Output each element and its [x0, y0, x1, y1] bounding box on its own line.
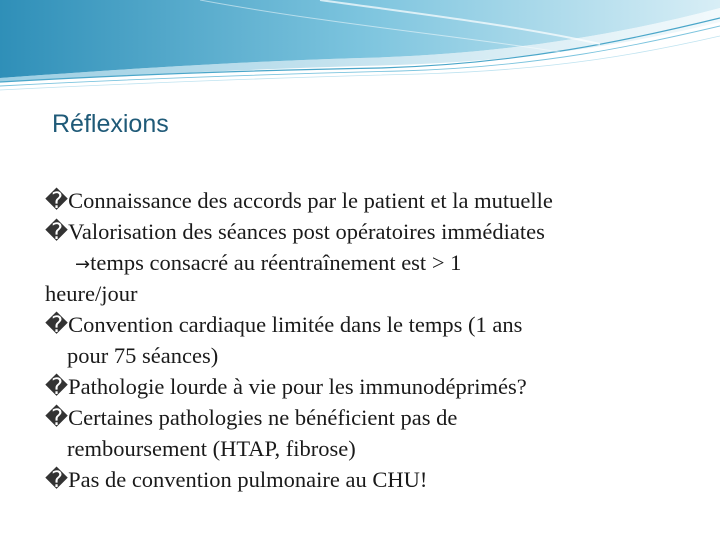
list-item-text: remboursement (HTAP, fibrose) [67, 436, 356, 461]
list-item-text: Certaines pathologies ne bénéficient pas de [68, 405, 458, 430]
list-item [45, 371, 705, 402]
list-item [45, 309, 705, 340]
bullet-marker: � [45, 219, 69, 244]
list-item-continuation [45, 340, 705, 371]
bullet-marker: � [45, 467, 69, 492]
list-item-text: Pas de convention pulmonaire au CHU! [68, 467, 428, 492]
bullet-list [45, 185, 705, 495]
list-item-text: heure/jour [45, 281, 138, 306]
bullet-marker: � [45, 405, 69, 430]
list-item-text: temps consacré au réentraînement est > 1 [90, 250, 462, 275]
list-item-text: Pathologie lourde à vie pour les immunodéprimés? [68, 374, 527, 399]
list-item-continuation [45, 278, 705, 309]
list-item [45, 216, 705, 247]
list-item [45, 185, 705, 216]
list-item-text: Connaissance des accords par le patient et la mutuelle [68, 188, 553, 213]
list-item [45, 464, 705, 495]
arrow-icon: → [75, 254, 91, 275]
list-item [45, 402, 705, 433]
slide-title: Réflexions [52, 110, 169, 138]
list-item-text: Convention cardiaque limitée dans le temps (1 ans [68, 312, 523, 337]
bullet-marker: � [45, 374, 69, 399]
list-item-continuation [45, 247, 705, 278]
list-item-text: pour 75 séances) [67, 343, 219, 368]
header-wave-decoration [0, 0, 720, 95]
list-item-continuation [45, 433, 705, 464]
bullet-marker: � [45, 188, 69, 213]
list-item-text: Valorisation des séances post opératoires immédiates [68, 219, 545, 244]
bullet-marker: � [45, 312, 69, 337]
